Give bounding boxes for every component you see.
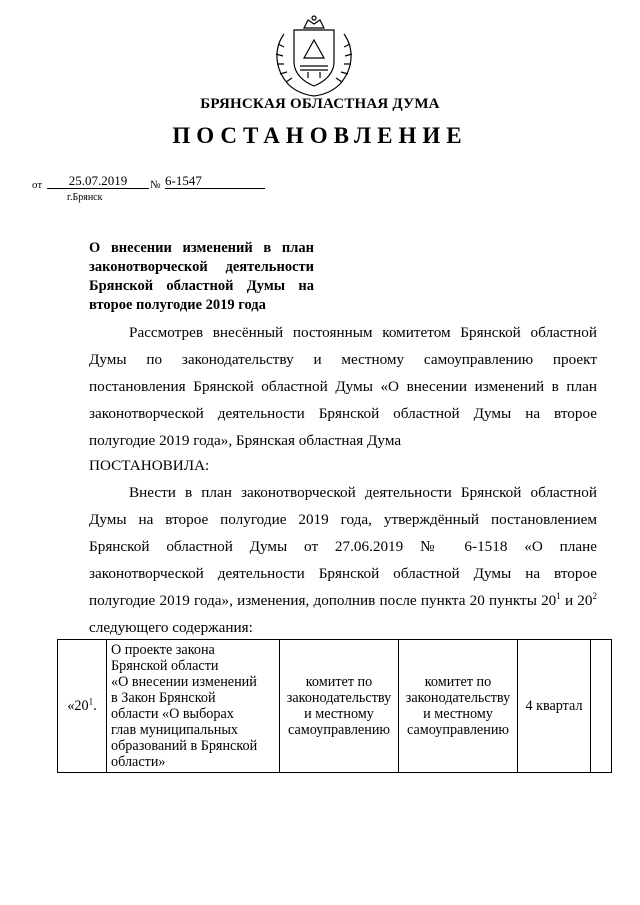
item-number-text: «20	[67, 698, 89, 714]
item-name-line: «О внесении изменений	[111, 674, 257, 690]
plan-table	[57, 639, 612, 773]
document-type: ПОСТАНОВЛЕНИЕ	[172, 123, 468, 148]
item-name-line: глав муниципальных	[111, 722, 238, 738]
deadline: 4 квартал	[518, 640, 591, 773]
item-name-line: образований в Брянской	[111, 738, 258, 754]
city: г.Брянск	[67, 192, 103, 203]
main-text: Внести в план законотворческой деятельности Брянской областной Думы на второе полугодие 2019 года, утверждённый постановлением Брянской областной Думы от 27.06.2019 № 6-1518 «О плане законотворческой деятельности Брянской областной Думы на второе полугодие 2019 года», изменения, дополнив после пункта 20 пункты 20	[89, 484, 597, 609]
item-name-line: в Закон Брянской	[111, 690, 216, 706]
item-name-line: области «О выборах	[111, 706, 234, 722]
date-label: от	[32, 179, 43, 191]
decree-word: ПОСТАНОВИЛА:	[89, 457, 210, 474]
item-name	[107, 640, 280, 773]
item-name-line: Брянской области	[111, 658, 219, 674]
document-date: 25.07.2019	[47, 173, 149, 189]
item-number-suffix: .	[93, 698, 97, 714]
item-name-line: О проекте закона	[111, 642, 215, 658]
executor-committee: комитет по законодательству и местному самоуправлению	[399, 640, 518, 773]
table-row	[58, 640, 612, 773]
coat-of-arms-emblem	[270, 14, 358, 98]
conjunction-text: и 20	[560, 592, 593, 609]
point-superscript-1: 1	[556, 590, 561, 601]
item-number	[58, 640, 107, 773]
point-superscript-2: 2	[592, 590, 597, 601]
responsible-committee: комитет по законодательству и местному самоуправлению	[280, 640, 399, 773]
intro-paragraph: Рассмотрев внесённый постоянным комитетом Брянской областной Думы по законодательству и местному самоуправлению проект постановления Брянской областной Думы «О внесении изменений в план законотворческой деятельности Брянской областной Думы на второе полугодие 2019 года», Брянская областная Дума	[89, 324, 597, 449]
item-number-superscript: 1	[88, 696, 94, 707]
main-paragraph	[89, 479, 597, 641]
document-title: О внесении изменений в план законотворческой деятельности Брянской областной Думы на второе полугодие 2019 года	[89, 240, 314, 313]
document-number: 6-1547	[165, 173, 265, 189]
organization-name: БРЯНСКАЯ ОБЛАСТНАЯ ДУМА	[200, 96, 440, 112]
item-name-line: области»	[111, 754, 166, 770]
tail-text: следующего содержания:	[89, 619, 253, 636]
number-label: №	[150, 179, 161, 191]
empty-cell	[591, 640, 612, 773]
